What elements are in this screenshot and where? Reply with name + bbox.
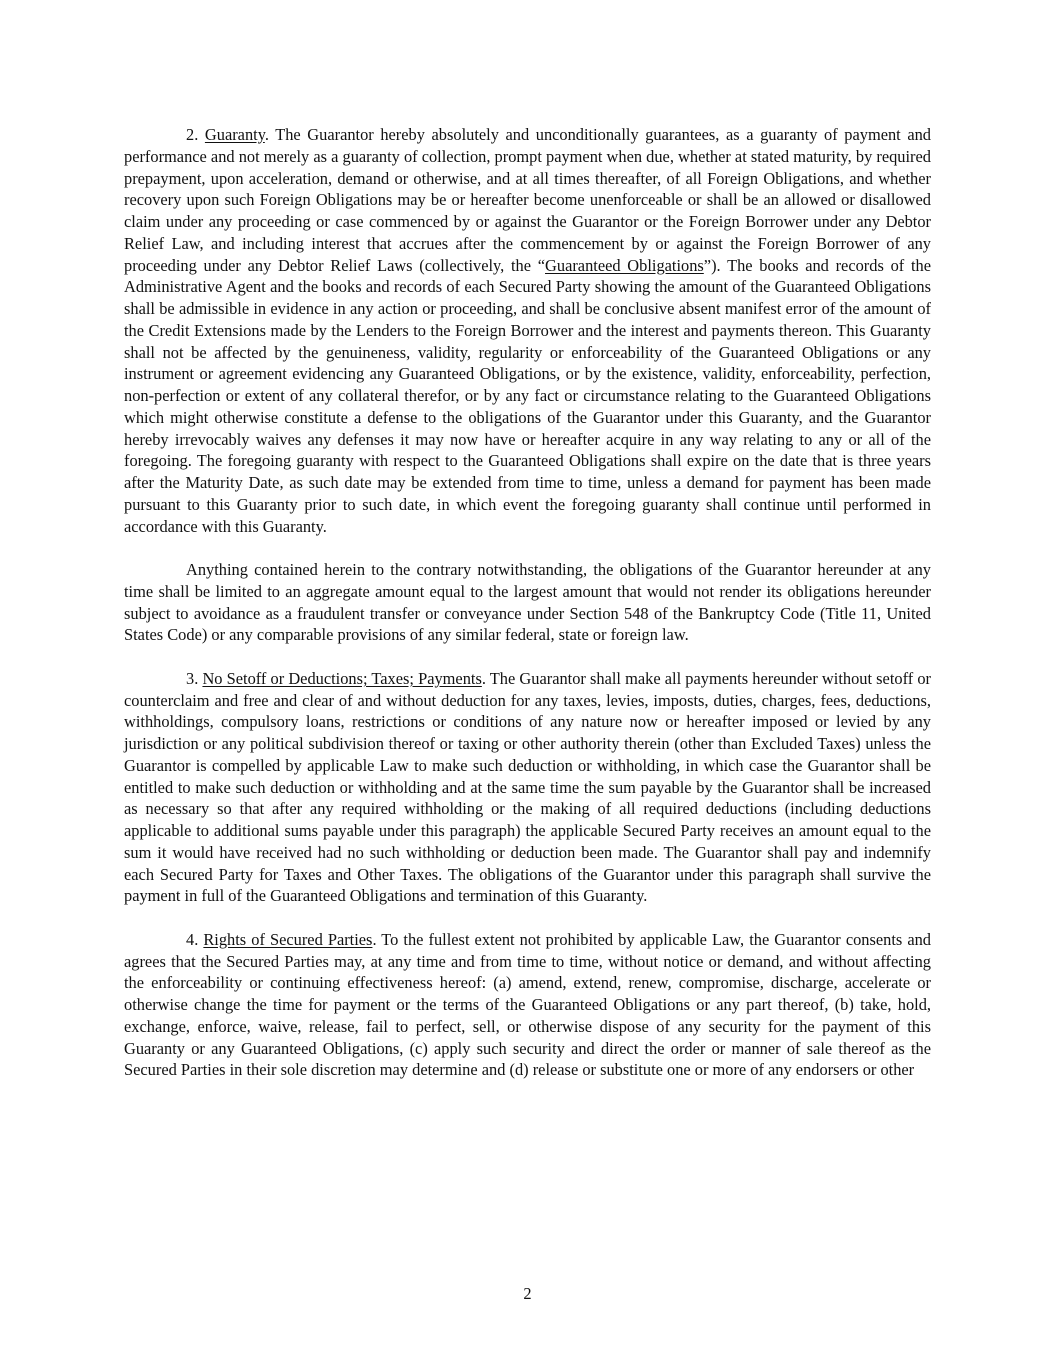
section-number: 2. <box>186 125 199 144</box>
section-body-part-2: ”). The books and records of the Administrative Agent and the books and records of each Secured Party showing the amount of the Guaranteed Obligations shall be admissible in evidence in any action or proceeding, and shall be conclusive absent manifest error of the amount of the Credit Extensions made by the Lenders to the Foreign Borrower and the interest and payments thereon. This Guaranty shall not be affected by the genuineness, validity, regularity or enforceability of the Guaranteed Obligations or any instrument or agreement evidencing any Guaranteed Obligations, or by the existence, validity, enforceability, perfection, non-perfection or extent of any collateral therefor, or by any fact or circumstance relating to the Guaranteed Obligations which might otherwise constitute a defense to the obligations of the Guarantor under this Guaranty, and the Guarantor hereby irrevocably waives any defenses it may now have or hereafter acquire in any way relating to any or all of the foregoing. The foregoing guaranty with respect to the Guaranteed Obligations shall expire on the date that is three years after the Maturity Date, as such date may be extended from time to time, unless a demand for payment has been made pursuant to this Guaranty prior to such date, in which event the foregoing guaranty shall continue until performed in accordance with this Guaranty. <box>124 255 931 536</box>
paragraph-body: Anything contained herein to the contrary notwithstanding, the obligations of the Guarantor hereunder at any time shall be limited to an aggregate amount equal to the largest amount that would not render its obligations hereunder subject to avoidance as a fraudulent transfer or conveyance under Section 548 of the Bankruptcy Code (Title 11, United States Code) or any comparable provisions of any similar federal, state or foreign law. <box>124 560 931 645</box>
section-4-rights-of-secured-parties <box>124 929 931 1081</box>
section-3-no-setoff <box>124 668 931 907</box>
page-number: 2 <box>523 1284 532 1303</box>
document-page <box>124 124 931 1103</box>
limitation-paragraph <box>124 559 931 646</box>
defined-term: Guaranteed Obligations <box>545 255 704 275</box>
section-number: 4. <box>186 929 199 949</box>
section-body: . To the fullest extent not prohibited by applicable Law, the Guarantor consents and agrees that the Secured Parties may, at any time and from time to time, without notice or demand, and without affecting the enforceability or continuing effectiveness hereof: (a) amend, extend, renew, compromise, discharge, accelerate or otherwise change the time for payment or the terms of the Guaranteed Obligations or any part thereof, (b) take, hold, exchange, enforce, waive, release, fail to perfect, sell, or otherwise dispose of any security for the payment of this Guaranty or any Guaranteed Obligations, (c) apply such security and direct the order or manner of sale thereof as the Secured Parties in their sole discretion may determine and (d) release or substitute one or more of any endorsers or other <box>124 929 931 1080</box>
section-body: . The Guarantor shall make all payments hereunder without setoff or counterclaim and free and clear of and without deduction for any taxes, levies, imposts, duties, charges, fees, deductions, withholdings, compulsory loans, restrictions or conditions of any nature now or hereafter imposed or levied by any jurisdiction or any political subdivision thereof or taxing or other authority therein (other than Excluded Taxes) unless the Guarantor is compelled by applicable Law to make such deduction or withholding, in which case the Guarantor shall be entitled to make such deduction or withholding and at the same time the sum payable by the Guarantor shall be increased as necessary so that after any required withholding or the making of all required deductions (including deductions applicable to additional sums payable under this paragraph) the applicable Secured Party receives an amount equal to the sum it would have received had no such withholding or deduction been made. The Guarantor shall pay and indemnify each Secured Party for Taxes and Other Taxes. The obligations of the Guarantor under this paragraph shall survive the payment in full of the Guaranteed Obligations and termination of this Guaranty. <box>124 668 931 906</box>
section-body-part-1: . The Guarantor hereby absolutely and unconditionally guarantees, as a guaranty of payment and performance and not merely as a guaranty of collection, prompt payment when due, whether at stated maturity, by required prepayment, upon acceleration, demand or otherwise, and at all times thereafter, of all Foreign Obligations, and whether recovery upon such Foreign Obligations may be or hereafter become unenforceable or shall be an allowed or disallowed claim under any proceeding or case commenced by or against the Guarantor or the Foreign Borrower under any Debtor Relief Law, and including interest that accrues after the commencement by or against the Foreign Borrower of any proceeding under any Debtor Relief Laws (collectively, the “ <box>124 125 931 275</box>
section-heading: Rights of Secured Parties <box>203 929 373 949</box>
section-heading: Guaranty <box>204 125 265 144</box>
section-number: 3. <box>186 668 199 688</box>
section-2-guaranty <box>124 124 931 537</box>
section-heading: No Setoff or Deductions; Taxes; Payments <box>202 668 482 688</box>
